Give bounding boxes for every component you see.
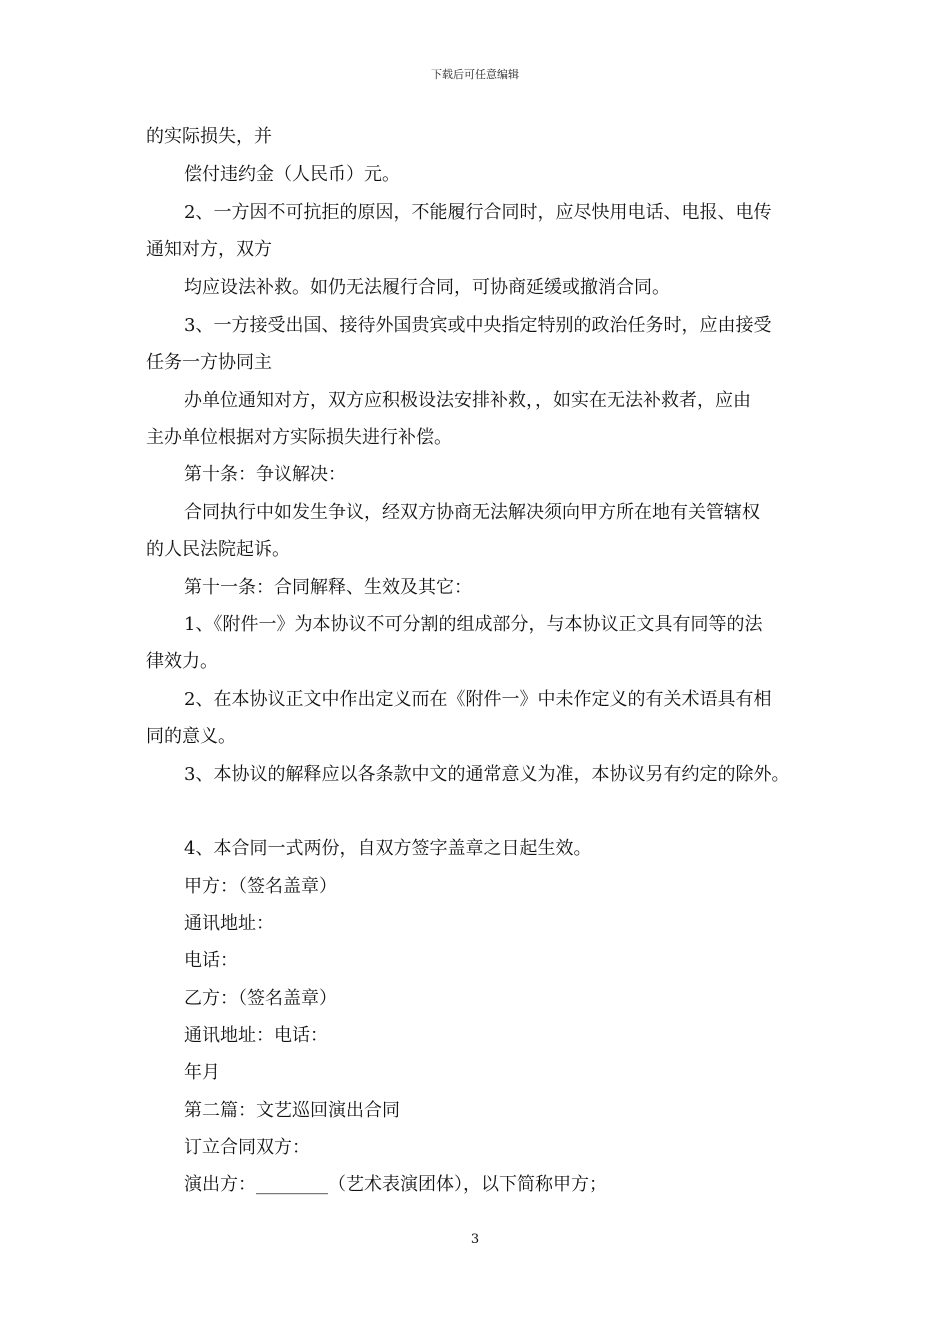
- paragraph-line: 办单位通知对方，双方应积极设法安排补救，，如实在无法补救者，应由: [184, 390, 751, 411]
- paragraph-line: 订立合同双方：: [184, 1137, 310, 1158]
- paragraph-line: 通知对方，双方: [146, 239, 272, 260]
- paragraph-line: 合同执行中如发生争议，经双方协商无法解决须向甲方所在地有关管辖权: [184, 502, 760, 523]
- signature-party-a: 甲方：（签名盖章）: [184, 876, 337, 897]
- paragraph-line: 1、《附件一》为本协议不可分割的组成部分，与本协议正文具有同等的法: [184, 614, 763, 635]
- paragraph-line: 3、本协议的解释应以各条款中文的通常意义为准，本协议另有约定的除外。: [184, 764, 790, 785]
- paragraph-line: 的人民法院起诉。: [146, 539, 290, 560]
- page-number: 3: [470, 1232, 480, 1247]
- section-heading: 第十条：争议解决：: [184, 464, 346, 485]
- signature-party-b: 乙方：（签名盖章）: [184, 988, 337, 1009]
- address-phone-label: 通讯地址：电话：: [184, 1025, 328, 1046]
- phone-label: 电话：: [184, 950, 238, 971]
- chapter-title: 第二篇：文艺巡回演出合同: [184, 1100, 400, 1121]
- paragraph-line: 2、一方因不可抗拒的原因，不能履行合同时，应尽快用电话、电报、电传: [184, 202, 772, 223]
- paragraph-line: 均应设法补救。如仍无法履行合同，可协商延缓或撤消合同。: [184, 277, 670, 298]
- paragraph-line: 律效力。: [146, 651, 218, 672]
- paragraph-line: 任务一方协同主: [146, 352, 272, 373]
- paragraph-line: 的实际损失，并: [146, 126, 272, 147]
- section-heading: 第十一条：合同解释、生效及其它：: [184, 577, 472, 598]
- paragraph-line: 3、一方接受出国、接待外国贵宾或中央指定特别的政治任务时，应由接受: [184, 315, 772, 336]
- address-label: 通讯地址：: [184, 913, 274, 934]
- paragraph-line: 主办单位根据对方实际损失进行补偿。: [146, 427, 452, 448]
- date-label: 年月: [184, 1062, 220, 1083]
- paragraph-line: 2、在本协议正文中作出定义而在《附件一》中未作定义的有关术语具有相: [184, 689, 772, 710]
- paragraph-line: 4、本合同一式两份，自双方签字盖章之日起生效。: [184, 838, 592, 859]
- paragraph-line: 同的意义。: [146, 726, 236, 747]
- paragraph-line: 偿付违约金（人民币）元。: [184, 164, 400, 185]
- paragraph-line: 演出方：________（艺术表演团体），以下简称甲方；: [184, 1174, 607, 1195]
- page-header: 下载后可任意编辑: [431, 68, 519, 81]
